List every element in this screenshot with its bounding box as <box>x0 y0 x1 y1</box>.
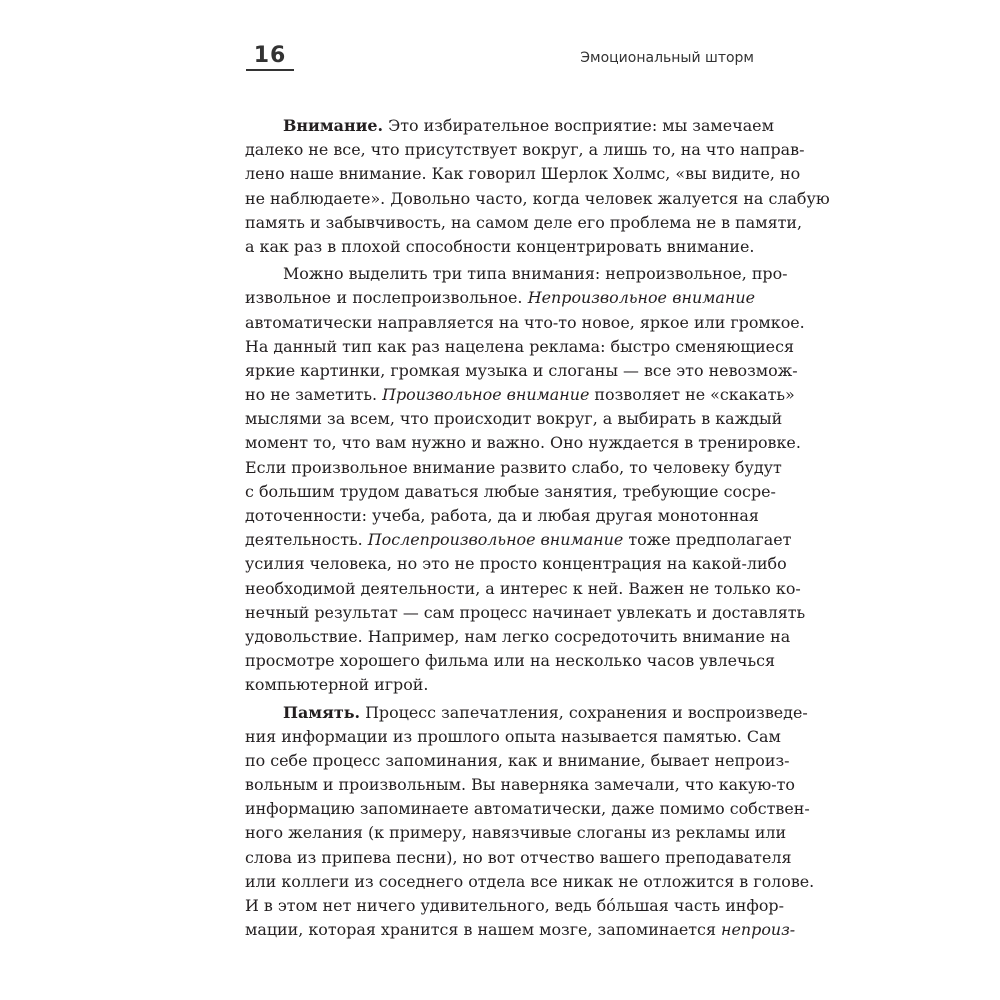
text-line: мации, которая хранится в нашем мозге, запоминается непроиз- <box>245 920 796 940</box>
text-line: компьютерной игрой. <box>245 675 429 695</box>
text-line: усилия человека, но это не просто концентрация на какой-либо <box>245 554 787 574</box>
text-line: ния информации из прошлого опыта называется памятью. Сам <box>245 726 781 746</box>
page-number: 16 <box>253 43 287 68</box>
term-memory: Память. <box>283 702 361 722</box>
term-involuntary-attention: Непроизвольное внимание <box>527 288 756 308</box>
text-line: просмотре хорошего фильма или на несколько часов увлечься <box>245 651 776 671</box>
text-line: но не заметить. Произвольное внимание позволяет не «скакать» <box>245 385 795 405</box>
running-head: Эмоциональный шторм <box>580 50 754 66</box>
text-line: ного желания (к примеру, навязчивые слоганы из рекламы или <box>245 823 787 843</box>
term-voluntary-attention: Произвольное внимание <box>382 385 590 405</box>
text-line: извольное и послепроизвольное. Непроизвольное внимание <box>245 288 756 308</box>
text-line: не наблюдаете». Довольно часто, когда человек жалуется на слабую <box>245 188 830 208</box>
text-line: память и забывчивость, на самом деле его проблема не в памяти, <box>245 212 803 232</box>
text-line: Можно выделить три типа внимания: непроизвольное, про- <box>283 264 788 284</box>
text-line: автоматически направляется на что-то новое, яркое или громкое. <box>245 312 805 332</box>
text-line: лено наше внимание. Как говорил Шерлок Холмс, «вы видите, но <box>245 164 801 184</box>
text-line: слова из припева песни), но вот отчество вашего преподавателя <box>245 847 792 867</box>
body-text <box>245 114 830 942</box>
text-line: Внимание. Это избирательное восприятие: мы замечаем <box>283 116 774 135</box>
text-line: удовольствие. Например, нам легко сосредоточить внимание на <box>245 626 791 646</box>
term-post-voluntary-attention: Послепроизвольное внимание <box>367 530 624 550</box>
text-line: по себе процесс запоминания, как и внимание, бывает непроиз- <box>245 750 790 770</box>
text-line: информацию запоминаете автоматически, даже помимо собствен- <box>245 799 810 819</box>
text-line: вольным и произвольным. Вы наверняка замечали, что какую-то <box>245 775 795 795</box>
text-line: необходимой деятельности, а интерес к ней. Важен не только ко- <box>245 578 801 598</box>
text-line: мыслями за всем, что происходит вокруг, а выбирать в каждый <box>245 409 783 429</box>
page-number-rule <box>246 69 294 71</box>
text-line: с большим трудом даваться любые занятия, требующие сосре- <box>245 481 776 501</box>
text-line: нечный результат — сам процесс начинает увлекать и доставлять <box>245 602 806 622</box>
text-line: яркие картинки, громкая музыка и слоганы — все это невозмож- <box>245 360 798 380</box>
text-line: Память. Процесс запечатления, сохранения и воспроизведе- <box>283 702 808 722</box>
term-involuntary: непроиз- <box>721 920 796 940</box>
text-line: а как раз в плохой способности концентрировать внимание. <box>245 236 755 256</box>
text-line: деятельность. Послепроизвольное внимание тоже предполагает <box>245 530 792 550</box>
text-line: или коллеги из соседнего отдела все никак не отложится в голове. <box>245 871 815 891</box>
text-line: И в этом нет ничего удивительного, ведь бóльшая часть инфор- <box>245 896 784 915</box>
text-line: На данный тип как раз нацелена реклама: быстро сменяющиеся <box>245 336 795 356</box>
text-line: далеко не все, что присутствует вокруг, а лишь то, на что направ- <box>245 140 805 160</box>
text-line: доточенности: учеба, работа, да и любая другая монотонная <box>245 506 759 525</box>
text-line: момент то, что вам нужно и важно. Оно нуждается в тренировке. <box>245 433 801 453</box>
term-attention: Внимание. <box>283 116 384 135</box>
text-line: Если произвольное внимание развито слабо, то человеку будут <box>245 457 782 477</box>
